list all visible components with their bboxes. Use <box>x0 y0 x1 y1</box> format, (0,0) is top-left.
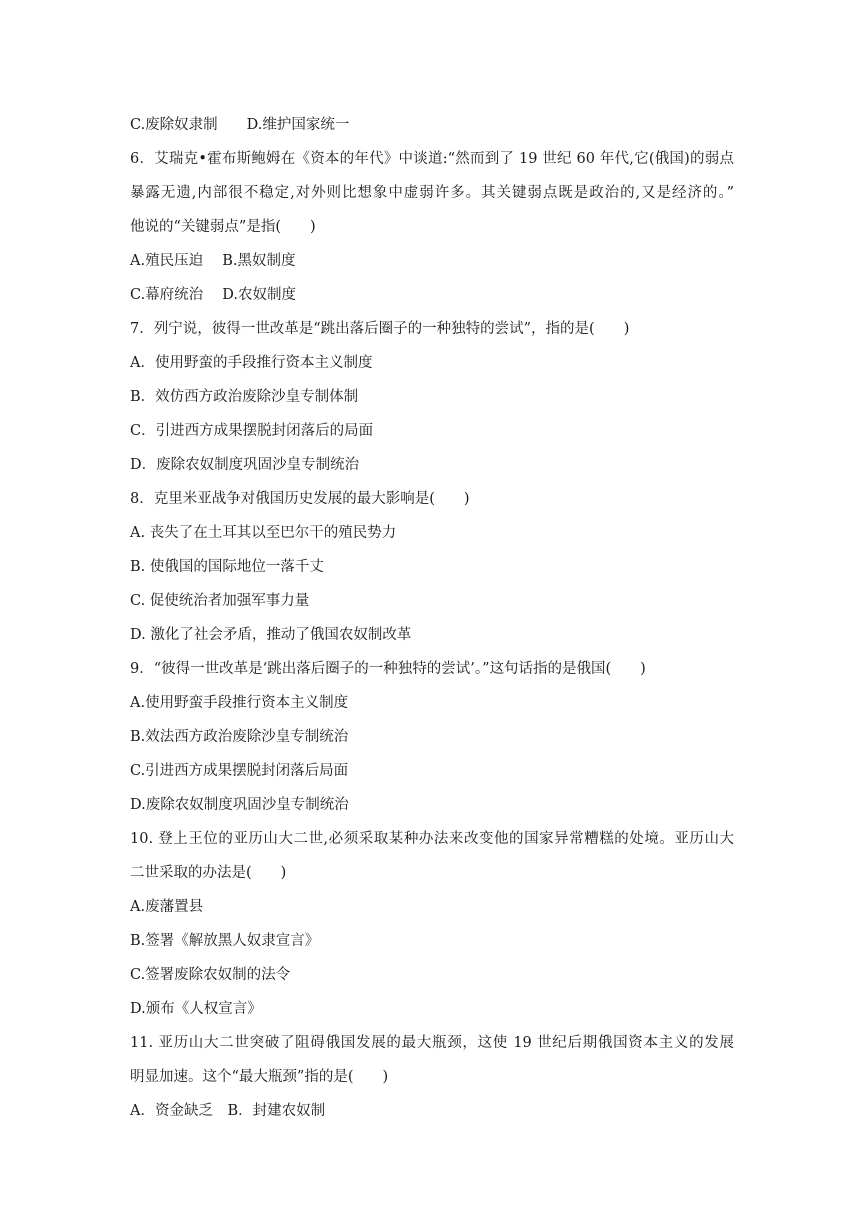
question-6-stem-cont: 暴露无遗,内部很不稳定,对外则比想象中虚弱许多。其关键弱点既是政治的,又是经济的。” <box>130 185 734 201</box>
question-8-stem: 8．克里米亚战争对俄国历史发展的最大影响是( ) <box>130 491 470 507</box>
question-9-stem: 9．“彼得一世改革是‘跳出落后圈子的一种独特的尝试’。”这句话指的是俄国( ) <box>130 661 646 677</box>
question-9-option-c: C.引进西方成果摆脱封闭落后局面 <box>130 763 349 779</box>
question-6-stem: 6．艾瑞克•霍布斯鲍姆在《资本的年代》中谈道:“然而到了 19 世纪 60 年代,它(俄国)的弱点 <box>130 151 734 167</box>
question-10-stem-cont: 二世采取的办法是( ) <box>130 865 287 881</box>
question-10-stem: 10. 登上王位的亚历山大二世,必须采取某种办法来改变他的国家异常糟糕的处境。亚历山大 <box>130 831 734 847</box>
question-11-stem-cont: 明显加速。这个“最大瓶颈”指的是( ) <box>130 1069 389 1085</box>
question-6-prompt: 他说的“关键弱点”是指( ) <box>130 219 316 235</box>
question-10-option-b: B.签署《解放黑人奴隶宣言》 <box>130 933 320 949</box>
question-9-option-b: B.效法西方政治废除沙皇专制统治 <box>130 729 349 745</box>
question-10-option-c: C.签署废除农奴制的法令 <box>130 967 291 983</box>
question-7-option-d: D．废除农奴制度巩固沙皇专制统治 <box>130 457 360 473</box>
question-8-option-a: A. 丧失了在土耳其以至巴尔干的殖民势力 <box>130 525 397 541</box>
question-8-option-b: B. 使俄国的国际地位一落千丈 <box>130 559 324 575</box>
question-7-option-a: A．使用野蛮的手段推行资本主义制度 <box>130 355 373 371</box>
question-8-option-d: D. 激化了社会矛盾，推动了俄国农奴制改革 <box>130 627 412 643</box>
question-10-option-d: D.颁布《人权宣言》 <box>130 1001 262 1017</box>
question-7-stem: 7．列宁说，彼得一世改革是“跳出落后圈子的一种独特的尝试”，指的是( ) <box>130 321 630 337</box>
answer-options-line: C.废除奴隶制 D.维护国家统一 <box>130 117 350 133</box>
question-7-option-b: B．效仿西方政治废除沙皇专制体制 <box>130 389 359 405</box>
question-8-option-c: C. 促使统治者加强军事力量 <box>130 593 310 609</box>
question-11-stem: 11. 亚历山大二世突破了阻碍俄国发展的最大瓶颈，这使 19 世纪后期俄国资本主义的发展 <box>130 1035 734 1051</box>
document-page <box>130 108 734 1128</box>
question-6-options-ab: A.殖民压迫 B.黑奴制度 <box>130 253 296 269</box>
question-10-option-a: A.废藩置县 <box>130 899 204 915</box>
question-7-option-c: C．引进西方成果摆脱封闭落后的局面 <box>130 423 374 439</box>
question-9-option-d: D.废除农奴制度巩固沙皇专制统治 <box>130 797 349 813</box>
question-9-option-a: A.使用野蛮手段推行资本主义制度 <box>130 695 349 711</box>
question-11-options-ab: A．资金缺乏 B．封建农奴制 <box>130 1103 326 1119</box>
question-6-options-cd: C.幕府统治 D.农奴制度 <box>130 287 297 303</box>
